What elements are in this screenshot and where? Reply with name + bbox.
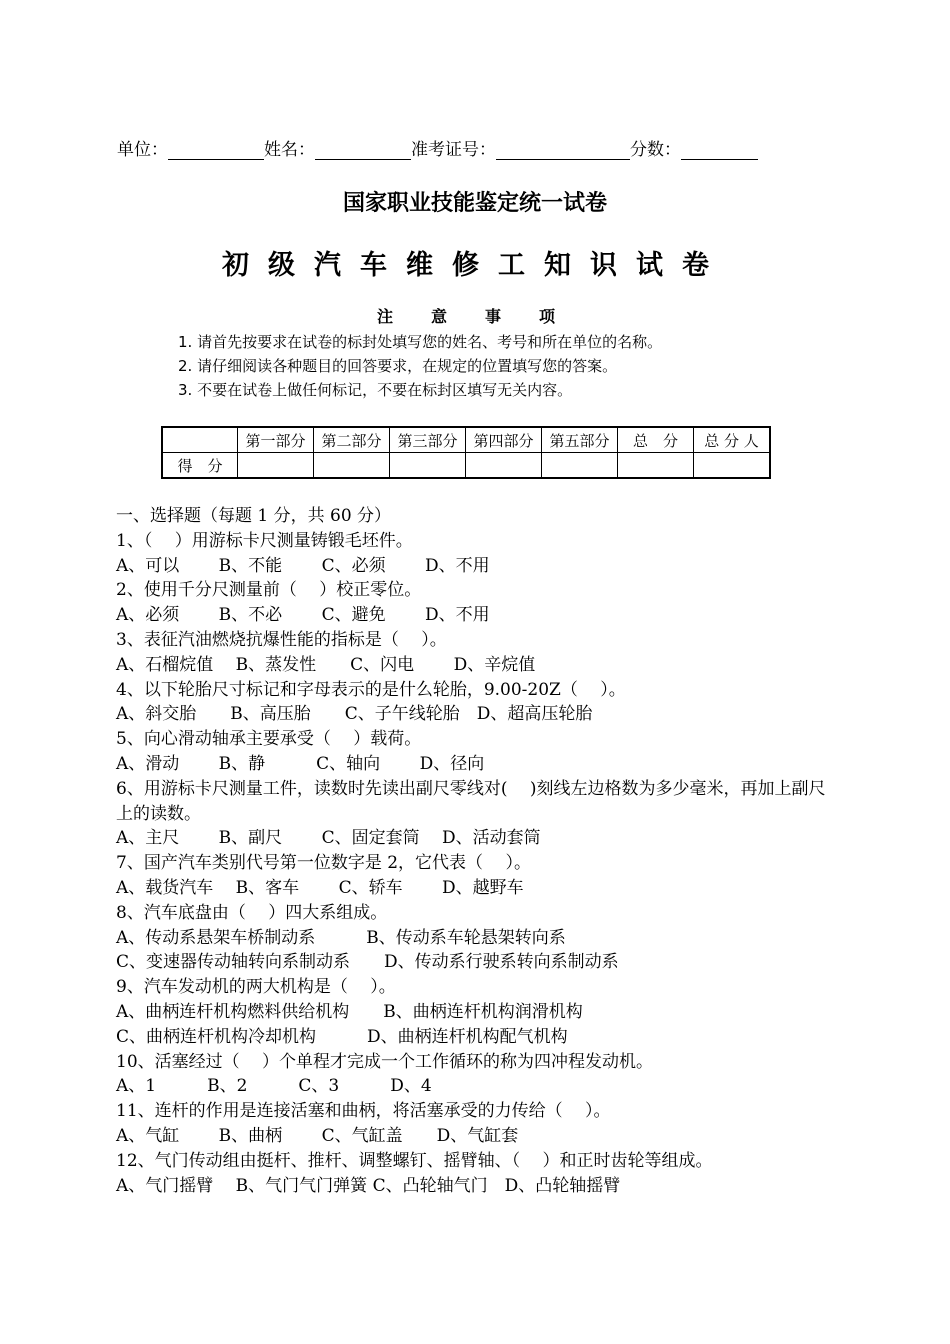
question-line: 7、国产汽车类别代号第一位数字是 2，它代表（ ）。 xyxy=(116,853,531,874)
score-table xyxy=(161,426,771,479)
options-line: A、曲柄连杆机构燃料供给机构 B、曲柄连杆机构润滑机构 xyxy=(116,1001,583,1022)
question-line: 4、以下轮胎尺寸标记和字母表示的是什么轮胎，9.00-20Z（ ）。 xyxy=(116,679,626,700)
unit-label: 单位： xyxy=(117,140,168,160)
options-line: A、可以 B、不能 C、必须 D、不用 xyxy=(116,555,490,576)
score-col-grader: 总 分 人 xyxy=(694,427,771,453)
question-line: 2、使用千分尺测量前（ ）校正零位。 xyxy=(116,580,422,601)
score-cell[interactable] xyxy=(542,453,618,479)
score-col-part2: 第二部分 xyxy=(314,427,390,453)
section-heading: 一、选择题（每题 1 分，共 60 分） xyxy=(116,506,392,526)
score-col-total: 总 分 xyxy=(618,427,694,453)
options-line: C、变速器传动轴转向系制动系 D、传动系行驶系转向系制动系 xyxy=(116,952,619,973)
score-cell[interactable] xyxy=(238,453,314,479)
candidate-info-line xyxy=(117,135,758,160)
score-table-score-row xyxy=(162,453,770,479)
score-table-header-row xyxy=(162,427,770,453)
name-label: 姓名： xyxy=(264,140,315,160)
score-cell[interactable] xyxy=(694,453,771,479)
options-line: A、气缸 B、曲柄 C、气缸盖 D、气缸套 xyxy=(116,1125,519,1146)
options-line: A、必须 B、不必 C、避免 D、不用 xyxy=(116,605,490,626)
question-line: 6、用游标卡尺测量工件，读数时先读出副尺零线对( )刻线左边格数为多少毫米，再加上副尺上的读数。 xyxy=(116,778,826,824)
score-col-part5: 第五部分 xyxy=(542,427,618,453)
options-line: A、斜交胎 B、高压胎 C、子午线轮胎 D、超高压轮胎 xyxy=(116,704,593,725)
unit-blank[interactable] xyxy=(168,141,264,160)
options-line: A、传动系悬架车桥制动系 B、传动系车轮悬架转向系 xyxy=(116,927,566,948)
score-label: 分数： xyxy=(630,140,681,160)
question-line: 3、表征汽油燃烧抗爆性能的指标是（ ）。 xyxy=(116,629,447,650)
question-line: 8、汽车底盘由（ ）四大系组成。 xyxy=(116,902,388,923)
notice-heading: 注意事项 xyxy=(376,307,593,326)
score-blank[interactable] xyxy=(681,141,758,160)
options-line: A、载货汽车 B、客车 C、轿车 D、越野车 xyxy=(116,877,524,898)
score-cell[interactable] xyxy=(390,453,466,479)
options-line: A、气门摇臂 B、气门气门弹簧 C、凸轮轴气门 D、凸轮轴摇臂 xyxy=(116,1175,621,1196)
notice-item: 1. 请首先按要求在试卷的标封处填写您的姓名、考号和所在单位的名称。 xyxy=(178,333,663,351)
score-cell[interactable] xyxy=(466,453,542,479)
exam-id-blank[interactable] xyxy=(496,141,630,160)
exam-subtitle: 初级汽车维修工知识试卷 xyxy=(222,250,728,281)
notice-item: 2. 请仔细阅读各种题目的回答要求，在规定的位置填写您的答案。 xyxy=(178,357,618,375)
score-cell[interactable] xyxy=(618,453,694,479)
options-line: A、1 B、2 C、3 D、4 xyxy=(116,1076,432,1097)
options-line: C、曲柄连杆机构冷却机构 D、曲柄连杆机构配气机构 xyxy=(116,1026,568,1047)
notice-list xyxy=(178,330,662,402)
question-line: 9、汽车发动机的两大机构是（ ）。 xyxy=(116,977,396,998)
name-blank[interactable] xyxy=(315,141,411,160)
question-line: 10、活塞经过（ ）个单程才完成一个工作循环的称为四冲程发动机。 xyxy=(116,1051,654,1072)
question-line: 11、连杆的作用是连接活塞和曲柄，将活塞承受的力传给（ ）。 xyxy=(116,1101,611,1122)
exam-main-title: 国家职业技能鉴定统一试卷 xyxy=(342,191,607,216)
options-line: A、滑动 B、静 C、轴向 D、径向 xyxy=(116,753,485,774)
score-row-label: 得 分 xyxy=(162,453,238,479)
options-line: A、石榴烷值 B、蒸发性 C、闪电 D、辛烷值 xyxy=(116,654,536,675)
score-col-part1: 第一部分 xyxy=(238,427,314,453)
exam-id-label: 准考证号： xyxy=(411,140,496,160)
question-line: 5、向心滑动轴承主要承受（ ）载荷。 xyxy=(116,729,422,750)
multiple-choice-section xyxy=(116,504,841,1198)
score-table-corner xyxy=(162,427,238,453)
score-col-part3: 第三部分 xyxy=(390,427,466,453)
question-line: 1、（ ）用游标卡尺测量铸锻毛坯件。 xyxy=(116,530,413,551)
options-line: A、主尺 B、副尺 C、固定套筒 D、活动套筒 xyxy=(116,828,541,849)
score-cell[interactable] xyxy=(314,453,390,479)
notice-item: 3. 不要在试卷上做任何标记，不要在标封区填写无关内容。 xyxy=(178,381,573,399)
question-line: 12、气门传动组由挺杆、推杆、调整螺钉、摇臂轴、（ ）和正时齿轮等组成。 xyxy=(116,1150,713,1171)
score-col-part4: 第四部分 xyxy=(466,427,542,453)
